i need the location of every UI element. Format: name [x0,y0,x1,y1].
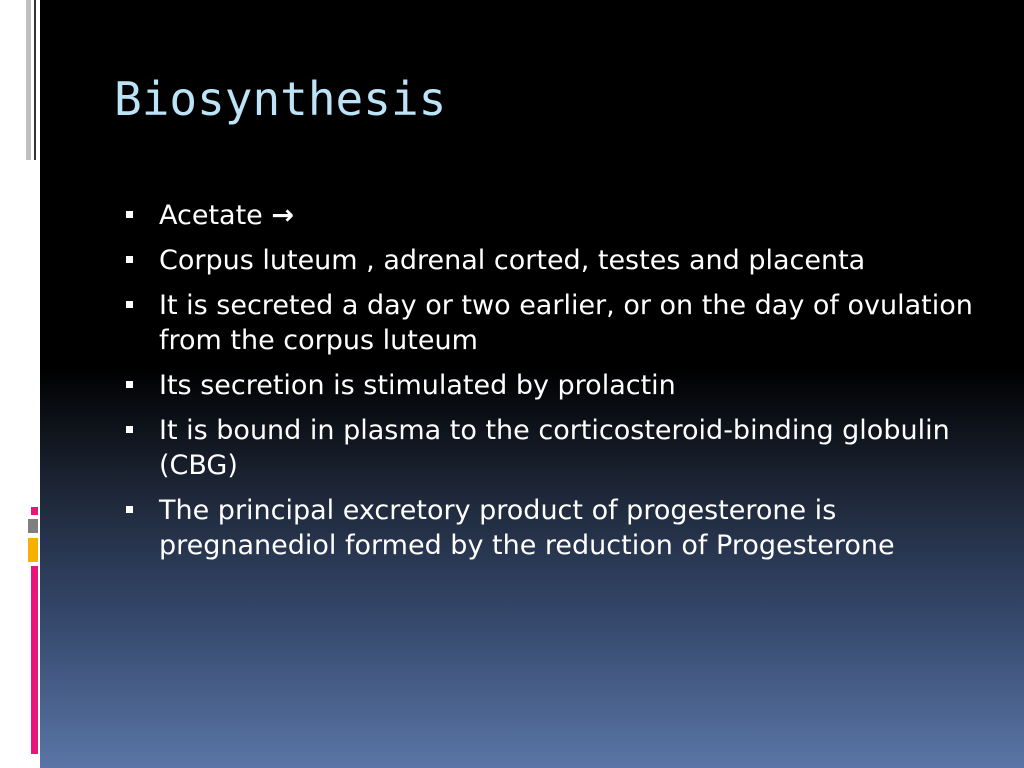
square-bullet-icon [126,301,133,308]
bullet-list [126,198,986,573]
square-bullet-icon [126,256,133,263]
decorative-bar-grey-small [28,519,38,533]
bullet-item [126,198,986,233]
bullet-text: It is bound in plasma to the corticosteroid-binding globulin (CBG) [159,415,950,481]
right-arrow-icon: → [271,200,294,231]
square-bullet-icon [126,381,133,388]
bullet-text: Acetate [159,200,272,231]
bullet-item [126,413,986,483]
decorative-bar-gold [28,538,38,562]
square-bullet-icon [126,506,133,513]
bullet-text: Its secretion is stimulated by prolactin [159,370,676,401]
bullet-text: Corpus luteum , adrenal corted, testes and placenta [159,245,866,276]
bullet-item [126,243,986,278]
decorative-bar-dark [34,0,36,160]
decorative-bar-pink-top [31,507,38,515]
slide-title: Biosynthesis [114,72,447,126]
square-bullet-icon [126,211,133,218]
bullet-item [126,493,986,563]
bullet-text: The principal excretory product of progesterone is pregnanediol formed by the reduction of Progesterone [159,495,895,561]
bullet-item [126,288,986,358]
square-bullet-icon [126,426,133,433]
decorative-bar-pink-long [31,566,38,754]
bullet-text: It is secreted a day or two earlier, or on the day of ovulation from the corpus luteum [159,290,973,356]
bullet-item [126,368,986,403]
decorative-bar-grey [26,0,31,160]
